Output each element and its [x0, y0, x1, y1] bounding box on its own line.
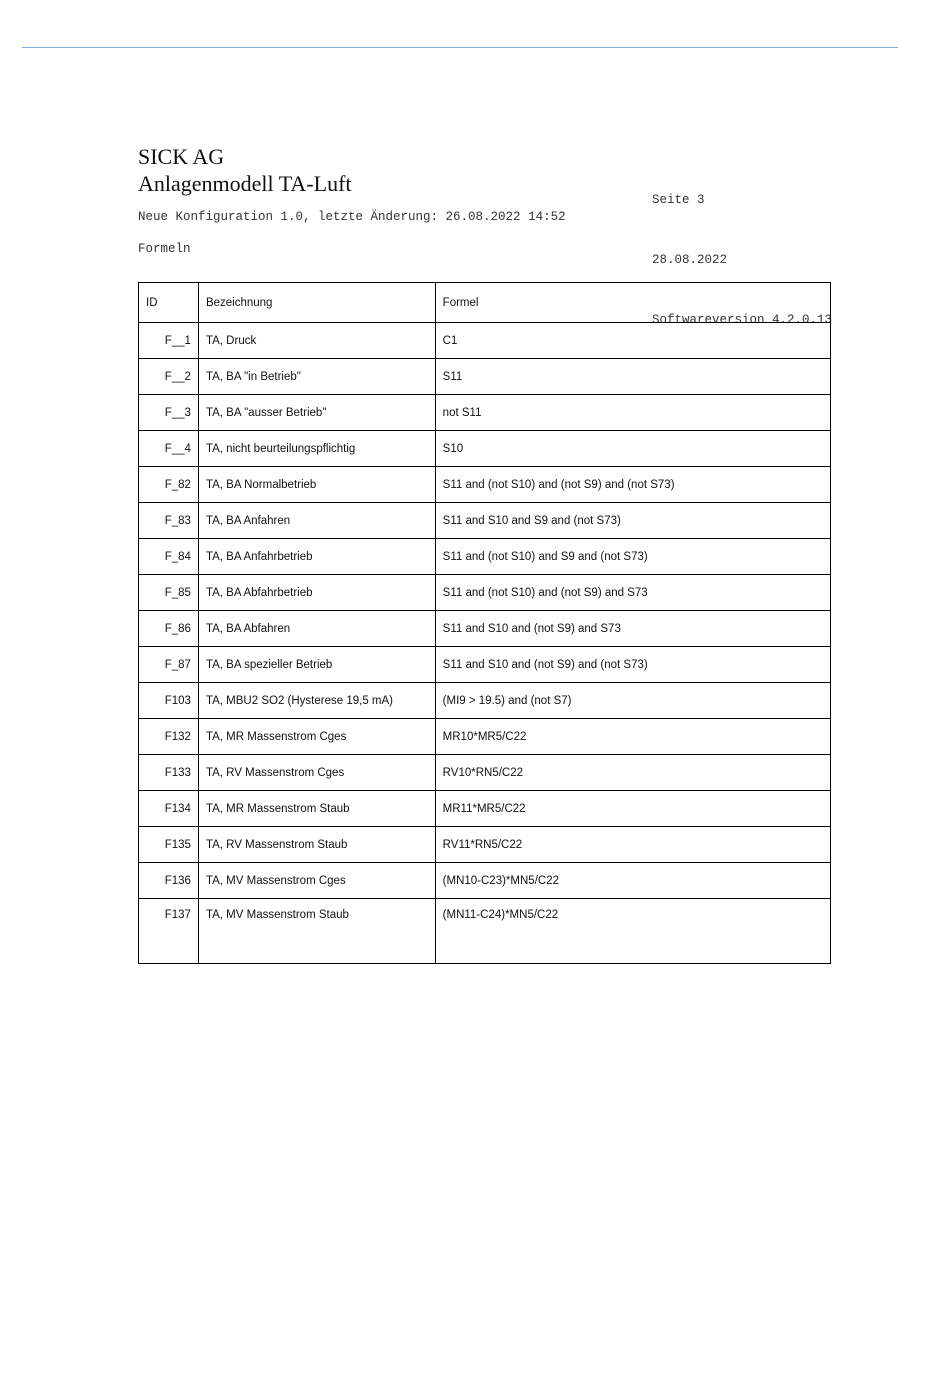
formula-id-cell: F_83: [139, 503, 199, 539]
formula-id-cell: F134: [139, 791, 199, 827]
formula-id-cell: F103: [139, 683, 199, 719]
formula-expression-cell: C1: [435, 323, 830, 359]
formula-expression-cell: S11 and (not S10) and (not S9) and S73: [435, 575, 830, 611]
table-row: [139, 359, 831, 395]
formula-name-cell: TA, MBU2 SO2 (Hysterese 19,5 mA): [198, 683, 435, 719]
formula-table: [138, 282, 831, 964]
table-row: [139, 431, 831, 467]
section-title: Formeln: [138, 242, 191, 256]
table-row: [139, 899, 831, 964]
page-number: Seite 3: [652, 193, 705, 207]
table-row: [139, 467, 831, 503]
formula-id-cell: F_87: [139, 647, 199, 683]
formula-name-cell: TA, BA "ausser Betrieb": [198, 395, 435, 431]
formula-id-cell: F_82: [139, 467, 199, 503]
formula-name-cell: TA, MR Massenstrom Cges: [198, 719, 435, 755]
column-header-name: Bezeichnung: [198, 283, 435, 323]
formula-name-cell: TA, MV Massenstrom Cges: [198, 863, 435, 899]
table-row: [139, 647, 831, 683]
formula-expression-cell: MR11*MR5/C22: [435, 791, 830, 827]
formula-name-cell: TA, Druck: [198, 323, 435, 359]
table-row: [139, 395, 831, 431]
table-row: [139, 863, 831, 899]
header-divider: [22, 47, 898, 48]
table-row: [139, 539, 831, 575]
formula-id-cell: F__2: [139, 359, 199, 395]
formula-expression-cell: S10: [435, 431, 830, 467]
formula-id-cell: F_84: [139, 539, 199, 575]
formula-id-cell: F137: [139, 899, 199, 964]
formula-expression-cell: not S11: [435, 395, 830, 431]
table-row: [139, 611, 831, 647]
formula-expression-cell: S11 and (not S10) and (not S9) and (not S73): [435, 467, 830, 503]
company-name: SICK AG: [138, 144, 225, 169]
table-row: [139, 683, 831, 719]
formula-id-cell: F132: [139, 719, 199, 755]
table-row: [139, 323, 831, 359]
formula-name-cell: TA, BA "in Betrieb": [198, 359, 435, 395]
formula-name-cell: TA, nicht beurteilungspflichtig: [198, 431, 435, 467]
formula-id-cell: F__4: [139, 431, 199, 467]
formula-expression-cell: S11 and S10 and (not S9) and S73: [435, 611, 830, 647]
formula-id-cell: F_86: [139, 611, 199, 647]
formula-name-cell: TA, BA spezieller Betrieb: [198, 647, 435, 683]
formula-expression-cell: (MN10-C23)*MN5/C22: [435, 863, 830, 899]
formula-name-cell: TA, RV Massenstrom Staub: [198, 827, 435, 863]
formula-expression-cell: (MI9 > 19.5) and (not S7): [435, 683, 830, 719]
table-row: [139, 755, 831, 791]
formula-name-cell: TA, RV Massenstrom Cges: [198, 755, 435, 791]
formula-id-cell: F133: [139, 755, 199, 791]
formula-name-cell: TA, BA Abfahrbetrieb: [198, 575, 435, 611]
formula-id-cell: F136: [139, 863, 199, 899]
table-row: [139, 719, 831, 755]
software-version: Softwareversion 4.2.0.13: [652, 313, 833, 327]
print-date: 28.08.2022: [652, 253, 728, 267]
table-row: [139, 503, 831, 539]
formula-expression-cell: RV11*RN5/C22: [435, 827, 830, 863]
config-line: Neue Konfiguration 1.0, letzte Änderung: 26.08.2022 14:52: [138, 210, 566, 224]
formula-id-cell: F_85: [139, 575, 199, 611]
formula-expression-cell: (MN11-C24)*MN5/C22: [435, 899, 830, 964]
formula-expression-cell: RV10*RN5/C22: [435, 755, 830, 791]
formula-id-cell: F__3: [139, 395, 199, 431]
formula-expression-cell: S11: [435, 359, 830, 395]
formula-name-cell: TA, BA Anfahrbetrieb: [198, 539, 435, 575]
table-row: [139, 575, 831, 611]
model-name: Anlagenmodell TA-Luft: [138, 171, 352, 196]
formula-name-cell: TA, MV Massenstrom Staub: [198, 899, 435, 964]
formula-name-cell: TA, MR Massenstrom Staub: [198, 791, 435, 827]
table-header-row: [139, 283, 831, 323]
company-block: [138, 143, 352, 197]
column-header-id: ID: [139, 283, 199, 323]
formula-name-cell: TA, BA Anfahren: [198, 503, 435, 539]
formula-expression-cell: S11 and (not S10) and S9 and (not S73): [435, 539, 830, 575]
formula-id-cell: F__1: [139, 323, 199, 359]
table-row: [139, 827, 831, 863]
formula-expression-cell: S11 and S10 and S9 and (not S73): [435, 503, 830, 539]
formula-expression-cell: MR10*MR5/C22: [435, 719, 830, 755]
table-body: [139, 323, 831, 964]
formula-id-cell: F135: [139, 827, 199, 863]
formula-name-cell: TA, BA Abfahren: [198, 611, 435, 647]
formula-name-cell: TA, BA Normalbetrieb: [198, 467, 435, 503]
formula-expression-cell: S11 and S10 and (not S9) and (not S73): [435, 647, 830, 683]
table-row: [139, 791, 831, 827]
column-header-formula: Formel: [435, 283, 830, 323]
